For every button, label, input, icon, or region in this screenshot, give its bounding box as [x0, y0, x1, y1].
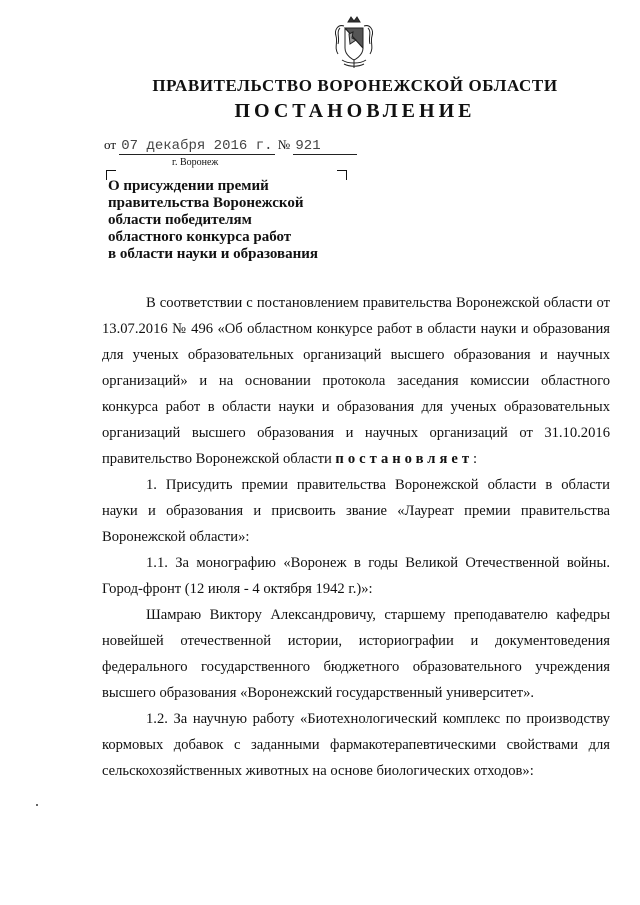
- document-body: [102, 290, 610, 784]
- clause-1-2: 1.2. За научную работу «Биотехнологический комплекс по производству кормовых добавок с заданными фармакотерапевтическими свойствами для сельскохозяйственных животных на основе биологических отходов»:: [102, 711, 610, 779]
- subject-line: области победителям: [108, 212, 252, 228]
- preamble-end: :: [473, 451, 478, 467]
- laureate-1: Шамраю Виктору Александровичу, старшему преподавателю кафедры новейшей отечественной истории, историографии и документоведения федерального государственного бюджетного образовательного учреждения высшего образования «Воронежский государственный университет».: [102, 607, 610, 701]
- document-number: 921: [293, 138, 357, 155]
- preamble-paragraph: [102, 290, 610, 472]
- subject-line: О присуждении премий: [108, 178, 269, 194]
- number-label: №: [277, 137, 291, 152]
- document-date: 07 декабря 2016 г.: [121, 138, 273, 154]
- clause-1: 1. Присудить премии правительства Воронежской области в области науки и образования и присвоить звание «Лауреат премии правительства Воронежской области»:: [102, 477, 610, 545]
- organization-name: ПРАВИТЕЛЬСТВО ВОРОНЕЖСКОЙ ОБЛАСТИ: [152, 76, 558, 95]
- scan-speck: [36, 804, 38, 806]
- subject-line: областного конкурса работ: [108, 229, 292, 245]
- dateline: [104, 137, 357, 155]
- preamble-text: В соответствии с постановлением правительства Воронежской области от 13.07.2016 № 496 «Об областном конкурсе работ в области науки и образования для ученых образовательных организаций высшего образования и научных организаций» и на основании протокола заседания комиссии областного конкурса работ в области науки и образования для ученых образовательных организаций высшего образования и научных организаций от 31.10.2016 правительство Воронежской области: [102, 295, 610, 467]
- decree-word: постановляет: [335, 451, 474, 467]
- clause-1-1: 1.1. За монографию «Воронеж в годы Великой Отечественной войны. Город-фронт (12 июля - 4 октября 1942 г.)»:: [102, 555, 610, 597]
- document-subject: [108, 178, 348, 263]
- subject-line: в области науки и образования: [108, 246, 319, 262]
- document-type: ПОСТАНОВЛЕНИЕ: [234, 100, 476, 122]
- date-prefix: от: [104, 137, 117, 152]
- coat-of-arms-icon: [330, 14, 378, 70]
- city: г. Воронеж: [172, 157, 219, 168]
- subject-line: правительства Воронежской: [108, 195, 304, 211]
